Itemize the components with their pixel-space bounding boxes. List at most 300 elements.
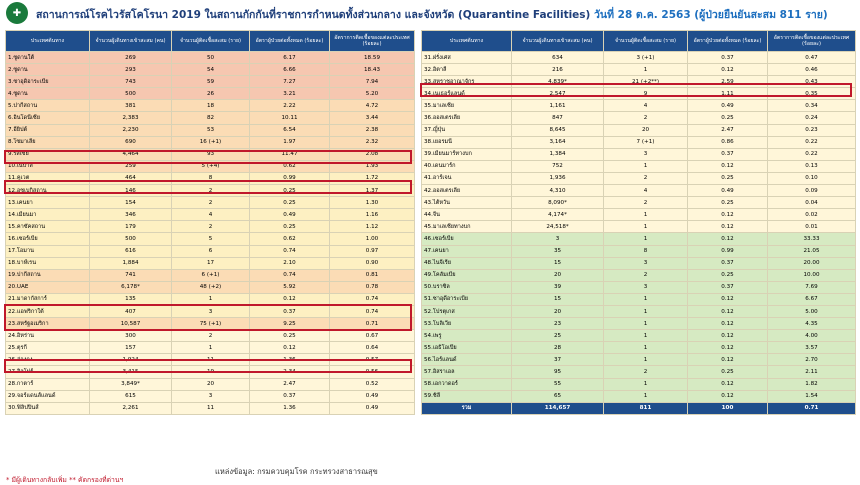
- value-cell: 3: [512, 233, 604, 245]
- value-cell: 146: [90, 185, 172, 197]
- table-header-row: [6, 31, 415, 52]
- value-cell: 1: [172, 293, 250, 305]
- value-cell: 7.69: [768, 281, 856, 293]
- title-text: สถานการณ์โรคไวรัสโคโรนา 2019 ในสถานกักกันที่ราชการกำหนดทั้งส่วนกลาง และจังหวัด (Quarantine Facilities): [36, 9, 591, 21]
- country-cell: 17.โอมาน: [6, 245, 90, 257]
- value-cell: 1: [604, 233, 688, 245]
- value-cell: 3: [172, 305, 250, 317]
- value-cell: 11.47: [250, 148, 330, 160]
- value-cell: 3 (+1): [604, 52, 688, 64]
- value-cell: 50: [172, 52, 250, 64]
- country-cell: 33.สหราชอาณาจักร: [422, 76, 512, 88]
- value-cell: 690: [90, 136, 172, 148]
- value-cell: 8: [172, 172, 250, 184]
- value-cell: 0.25: [688, 172, 768, 184]
- value-cell: 6.67: [768, 293, 856, 305]
- table-row: [6, 88, 415, 100]
- value-cell: 157: [90, 342, 172, 354]
- highlight-box: [4, 150, 412, 164]
- value-cell: 10.00: [768, 269, 856, 281]
- value-cell: 3,415: [90, 366, 172, 378]
- table-row: [422, 281, 856, 293]
- country-cell: 53.โบลิเวีย: [422, 318, 512, 330]
- country-cell: 25.ตุรกี: [6, 342, 90, 354]
- column-header: ประเทศต้นทาง: [422, 31, 512, 52]
- value-cell: 33.33: [768, 233, 856, 245]
- highlight-box: [4, 304, 412, 331]
- value-cell: 2: [604, 112, 688, 124]
- country-cell: 23.สหรัฐอเมริกา: [6, 318, 90, 330]
- value-cell: 0.12: [688, 233, 768, 245]
- country-cell: 49.โคลัมเบีย: [422, 269, 512, 281]
- country-cell: 59.ชิลี: [422, 390, 512, 402]
- value-cell: 3: [604, 257, 688, 269]
- value-cell: 7 (+1): [604, 136, 688, 148]
- value-cell: 0.49: [250, 209, 330, 221]
- value-cell: 1.30: [330, 197, 415, 209]
- value-cell: 2: [604, 366, 688, 378]
- country-cell: 57.อิสราเอล: [422, 366, 512, 378]
- country-cell: 42.ออสเตรเลีย: [422, 185, 512, 197]
- footnote: [6, 474, 123, 485]
- country-cell: 29.จอร์แดนส์แลนด์: [6, 390, 90, 402]
- value-cell: 0.02: [768, 209, 856, 221]
- value-cell: 2: [172, 330, 250, 342]
- column-header: จำนวนผู้เดินทางเข้าสะสม (คน): [512, 31, 604, 52]
- value-cell: 3,849*: [90, 378, 172, 390]
- table-row: [422, 378, 856, 390]
- value-cell: 8: [604, 245, 688, 257]
- table-row: [422, 233, 856, 245]
- value-cell: 5: [172, 233, 250, 245]
- value-cell: 1.54: [768, 390, 856, 402]
- value-cell: 0.25: [688, 269, 768, 281]
- value-cell: 0.35: [768, 88, 856, 100]
- value-cell: 5.00: [768, 305, 856, 317]
- table-row: [422, 354, 856, 366]
- value-cell: 2.08: [330, 148, 415, 160]
- country-cell: 18.บาห์เรน: [6, 257, 90, 269]
- country-cell: 40.เดนมาร์ก: [422, 160, 512, 172]
- table-row: [422, 64, 856, 76]
- value-cell: 0.25: [250, 185, 330, 197]
- value-cell: 26: [172, 88, 250, 100]
- value-cell: 20.00: [768, 257, 856, 269]
- value-cell: 2.38: [330, 124, 415, 136]
- column-header: จำนวนผู้เดินทางเข้าสะสม (คน): [90, 31, 172, 52]
- table-row: [6, 342, 415, 354]
- table-row: [422, 245, 856, 257]
- country-cell: 12.อุซเบกิสถาน: [6, 185, 90, 197]
- value-cell: 0.25: [688, 366, 768, 378]
- country-cell: 52.โปรตุเกส: [422, 305, 512, 317]
- country-cell: 3.ซาอุดิอาระเบีย: [6, 76, 90, 88]
- table-row: [6, 245, 415, 257]
- table-row: [422, 197, 856, 209]
- value-cell: 1: [604, 160, 688, 172]
- value-cell: 0.23: [768, 124, 856, 136]
- value-cell: 65: [512, 390, 604, 402]
- value-cell: 0.25: [688, 112, 768, 124]
- value-cell: 0.37: [688, 257, 768, 269]
- value-cell: 0.62: [250, 233, 330, 245]
- country-cell: 41.อาร์เจน: [422, 172, 512, 184]
- value-cell: 23: [512, 318, 604, 330]
- value-cell: 1: [172, 342, 250, 354]
- country-cell: 10.เนปาล: [6, 160, 90, 172]
- country-cell: 34.เนเธอร์แลนด์: [422, 88, 512, 100]
- value-cell: 6.66: [250, 64, 330, 76]
- value-cell: 0.12: [688, 293, 768, 305]
- value-cell: 3.21: [250, 88, 330, 100]
- country-cell: 54.เพรู: [422, 330, 512, 342]
- value-cell: 4: [172, 209, 250, 221]
- value-cell: 1: [604, 64, 688, 76]
- value-cell: 0.67: [330, 330, 415, 342]
- table-row: [6, 136, 415, 148]
- value-cell: 2,547: [512, 88, 604, 100]
- value-cell: 2,383: [90, 112, 172, 124]
- value-cell: 7.27: [250, 76, 330, 88]
- value-cell: 0.46: [768, 64, 856, 76]
- value-cell: 11: [172, 354, 250, 366]
- value-cell: 0.12: [688, 160, 768, 172]
- value-cell: 2: [172, 185, 250, 197]
- table-row: [6, 221, 415, 233]
- value-cell: 0.74: [330, 305, 415, 317]
- value-cell: 21.05: [768, 245, 856, 257]
- value-cell: 464: [90, 172, 172, 184]
- country-cell: 6.อินโดนีเซีย: [6, 112, 90, 124]
- value-cell: 9: [604, 88, 688, 100]
- highlight-box: [4, 359, 412, 373]
- country-cell: 5.ปากีสถาน: [6, 100, 90, 112]
- table-row: [6, 209, 415, 221]
- value-cell: 0.37: [688, 281, 768, 293]
- value-cell: 4: [604, 185, 688, 197]
- value-cell: 1,936: [512, 172, 604, 184]
- table-row: [6, 76, 415, 88]
- value-cell: 95: [512, 366, 604, 378]
- value-cell: 1: [604, 293, 688, 305]
- table-row: [6, 100, 415, 112]
- value-cell: 20: [604, 124, 688, 136]
- value-cell: 4,839*: [512, 76, 604, 88]
- left-country-table: [5, 30, 415, 415]
- value-cell: 20: [512, 305, 604, 317]
- value-cell: 53: [172, 124, 250, 136]
- value-cell: 0.74: [250, 245, 330, 257]
- country-cell: 45.มาเลเซียทางบก: [422, 221, 512, 233]
- table-row: [422, 112, 856, 124]
- value-cell: 847: [512, 112, 604, 124]
- value-cell: 4.00: [768, 330, 856, 342]
- value-cell: 2: [172, 197, 250, 209]
- country-cell: 44.จีน: [422, 209, 512, 221]
- value-cell: 1,884: [90, 257, 172, 269]
- value-cell: 1: [604, 305, 688, 317]
- value-cell: 28: [512, 342, 604, 354]
- value-cell: 269: [90, 52, 172, 64]
- table-row: [422, 366, 856, 378]
- value-cell: 1,161: [512, 100, 604, 112]
- header-bar: [0, 0, 860, 26]
- value-cell: 35: [512, 245, 604, 257]
- value-cell: 0.49: [330, 390, 415, 402]
- value-cell: 5 (+4): [172, 160, 250, 172]
- value-cell: 0.12: [688, 342, 768, 354]
- table-header-row: [422, 31, 856, 52]
- value-cell: 1.00: [330, 233, 415, 245]
- table-row: [422, 136, 856, 148]
- value-cell: 54: [172, 64, 250, 76]
- value-cell: 634: [512, 52, 604, 64]
- country-cell: 48.ไนจีเรีย: [422, 257, 512, 269]
- value-cell: 500: [90, 233, 172, 245]
- total-value: 0.71: [768, 402, 856, 414]
- value-cell: 500: [90, 88, 172, 100]
- value-cell: 1: [604, 378, 688, 390]
- ministry-seal-icon: ✚: [6, 2, 28, 24]
- value-cell: 0.49: [688, 100, 768, 112]
- value-cell: 55: [512, 378, 604, 390]
- value-cell: 216: [512, 64, 604, 76]
- value-cell: 1: [604, 221, 688, 233]
- table-row: [6, 269, 415, 281]
- table-body: [422, 52, 856, 415]
- value-cell: 0.12: [688, 209, 768, 221]
- value-cell: 25: [512, 330, 604, 342]
- table-row: [422, 257, 856, 269]
- column-header: อัตราผู้ป่วยต่อทั้งหมด (ร้อยละ): [250, 31, 330, 52]
- country-cell: 19.ปากีสถาน: [6, 269, 90, 281]
- value-cell: 1.16: [330, 209, 415, 221]
- table-row: [6, 281, 415, 293]
- value-cell: 0.22: [768, 136, 856, 148]
- value-cell: 0.37: [250, 305, 330, 317]
- value-cell: 5.92: [250, 281, 330, 293]
- value-cell: 1: [604, 209, 688, 221]
- value-cell: 0.52: [330, 378, 415, 390]
- country-cell: 21.มาดากัสการ์: [6, 293, 90, 305]
- value-cell: 1.11: [688, 88, 768, 100]
- value-cell: 2.47: [688, 124, 768, 136]
- value-cell: 11: [172, 402, 250, 414]
- value-cell: 75 (+1): [172, 318, 250, 330]
- country-cell: 35.มาเลเซีย: [422, 100, 512, 112]
- table-row: [6, 402, 415, 414]
- table-row: [422, 172, 856, 184]
- value-cell: 0.99: [250, 172, 330, 184]
- total-value: 100: [688, 402, 768, 414]
- value-cell: 0.64: [330, 342, 415, 354]
- table-row: [6, 197, 415, 209]
- value-cell: 93: [172, 148, 250, 160]
- country-cell: 58.เอกวาดอร์: [422, 378, 512, 390]
- value-cell: 0.56: [330, 366, 415, 378]
- value-cell: 0.74: [330, 293, 415, 305]
- table-row: [6, 112, 415, 124]
- country-cell: 55.เอธิโอเปีย: [422, 342, 512, 354]
- value-cell: 0.13: [768, 160, 856, 172]
- value-cell: 18: [172, 100, 250, 112]
- column-header: จำนวนผู้ติดเชื้อสะสม (ราย): [172, 31, 250, 52]
- table-row: [6, 390, 415, 402]
- country-cell: 50.บราซิล: [422, 281, 512, 293]
- value-cell: 2,230: [90, 124, 172, 136]
- country-cell: 24.อิหร่าน: [6, 330, 90, 342]
- table-row: [6, 64, 415, 76]
- value-cell: 82: [172, 112, 250, 124]
- table-row: [6, 330, 415, 342]
- country-cell: 27.ฮิลโปร์: [6, 366, 90, 378]
- value-cell: 0.04: [768, 197, 856, 209]
- value-cell: 1.97: [250, 136, 330, 148]
- value-cell: 3: [172, 390, 250, 402]
- value-cell: 10,587: [90, 318, 172, 330]
- value-cell: 7.94: [330, 76, 415, 88]
- value-cell: 0.12: [250, 293, 330, 305]
- value-cell: 2.10: [250, 257, 330, 269]
- value-cell: 0.47: [768, 52, 856, 64]
- column-header: จำนวนผู้ติดเชื้อสะสม (ราย): [604, 31, 688, 52]
- table-row: [6, 257, 415, 269]
- country-cell: 51.ซาอุดีอาระเบีย: [422, 293, 512, 305]
- value-cell: 0.22: [768, 148, 856, 160]
- country-cell: 14.เมียนมา: [6, 209, 90, 221]
- table-row: [422, 342, 856, 354]
- value-cell: 0.12: [688, 390, 768, 402]
- country-cell: 11.คูเวต: [6, 172, 90, 184]
- value-cell: 0.74: [250, 269, 330, 281]
- value-cell: 18.43: [330, 64, 415, 76]
- value-cell: 20: [512, 269, 604, 281]
- value-cell: 15: [512, 293, 604, 305]
- value-cell: 0.57: [330, 354, 415, 366]
- value-cell: 18.59: [330, 52, 415, 64]
- footnote-returnees: * มีผู้เดินทางกลับเพิ่ม: [6, 476, 67, 484]
- value-cell: 2: [604, 269, 688, 281]
- value-cell: 4,464: [90, 148, 172, 160]
- value-cell: 3: [604, 281, 688, 293]
- value-cell: 0.01: [768, 221, 856, 233]
- value-cell: 0.25: [250, 330, 330, 342]
- value-cell: 2.11: [768, 366, 856, 378]
- value-cell: 10.11: [250, 112, 330, 124]
- country-cell: 7.อียิปต์: [6, 124, 90, 136]
- country-cell: 43.ไต้หวัน: [422, 197, 512, 209]
- value-cell: 743: [90, 76, 172, 88]
- value-cell: 4,174*: [512, 209, 604, 221]
- value-cell: 179: [90, 221, 172, 233]
- value-cell: 0.43: [768, 76, 856, 88]
- table-row: [422, 305, 856, 317]
- country-cell: 47.เคนยา: [422, 245, 512, 257]
- value-cell: 8,645: [512, 124, 604, 136]
- column-header: อัตราการติดเชื้อของแต่ละประเทศ (ร้อยละ): [330, 31, 415, 52]
- value-cell: 0.12: [688, 305, 768, 317]
- value-cell: 0.71: [330, 318, 415, 330]
- value-cell: 0.37: [688, 148, 768, 160]
- value-cell: 5.20: [330, 88, 415, 100]
- value-cell: 15: [512, 257, 604, 269]
- value-cell: 6.17: [250, 52, 330, 64]
- value-cell: 2: [604, 197, 688, 209]
- value-cell: 752: [512, 160, 604, 172]
- table-row: [422, 221, 856, 233]
- value-cell: 6.54: [250, 124, 330, 136]
- country-cell: 36.ออสเตรเลีย: [422, 112, 512, 124]
- value-cell: 3.44: [330, 112, 415, 124]
- country-cell: 28.กาตาร์: [6, 378, 90, 390]
- value-cell: 154: [90, 197, 172, 209]
- value-cell: 0.37: [688, 52, 768, 64]
- value-cell: 6 (+1): [172, 269, 250, 281]
- table-row: [422, 390, 856, 402]
- value-cell: 0.12: [688, 330, 768, 342]
- table-row: [422, 160, 856, 172]
- value-cell: 1: [604, 330, 688, 342]
- value-cell: 2.59: [688, 76, 768, 88]
- value-cell: 300: [90, 330, 172, 342]
- table-row: [422, 148, 856, 160]
- value-cell: 1: [604, 318, 688, 330]
- table-row: [422, 100, 856, 112]
- value-cell: 0.25: [688, 197, 768, 209]
- table-row: [422, 293, 856, 305]
- value-cell: 0.99: [688, 245, 768, 257]
- value-cell: 0.10: [768, 172, 856, 184]
- country-cell: 30.ฟิลิปปินส์: [6, 402, 90, 414]
- country-cell: 13.เคนยา: [6, 197, 90, 209]
- value-cell: 1.72: [330, 172, 415, 184]
- value-cell: 1.93: [330, 160, 415, 172]
- country-cell: 46.เซอร์เบีย: [422, 233, 512, 245]
- value-cell: 1: [604, 390, 688, 402]
- value-cell: 20: [172, 378, 250, 390]
- value-cell: 2.70: [768, 354, 856, 366]
- value-cell: 0.49: [688, 185, 768, 197]
- country-cell: 4.ซูดาน: [6, 88, 90, 100]
- value-cell: 1.36: [250, 402, 330, 414]
- total-label: รวม: [422, 402, 512, 414]
- country-cell: 31.ฝรั่งเศส: [422, 52, 512, 64]
- country-cell: 20.UAE: [6, 281, 90, 293]
- value-cell: 0.12: [250, 342, 330, 354]
- value-cell: 39: [512, 281, 604, 293]
- country-cell: 37.ญี่ปุ่น: [422, 124, 512, 136]
- value-cell: 0.90: [330, 257, 415, 269]
- value-cell: 0.24: [768, 112, 856, 124]
- total-value: 114,657: [512, 402, 604, 414]
- value-cell: 17: [172, 257, 250, 269]
- country-cell: 9.รัสเซีย: [6, 148, 90, 160]
- table-row: [6, 378, 415, 390]
- value-cell: 6,178*: [90, 281, 172, 293]
- value-cell: 24,518*: [512, 221, 604, 233]
- value-cell: 1,384: [512, 148, 604, 160]
- value-cell: 19: [172, 366, 250, 378]
- value-cell: 8,090*: [512, 197, 604, 209]
- column-header: ประเทศต้นทาง: [6, 31, 90, 52]
- value-cell: 4,310: [512, 185, 604, 197]
- value-cell: 9.25: [250, 318, 330, 330]
- value-cell: 3: [604, 148, 688, 160]
- footnote-screening: ** คัดกรองที่ด่านฯ: [69, 476, 124, 484]
- value-cell: 0.09: [768, 185, 856, 197]
- value-cell: 2,261: [90, 402, 172, 414]
- country-cell: 26.ฮ่องกง: [6, 354, 90, 366]
